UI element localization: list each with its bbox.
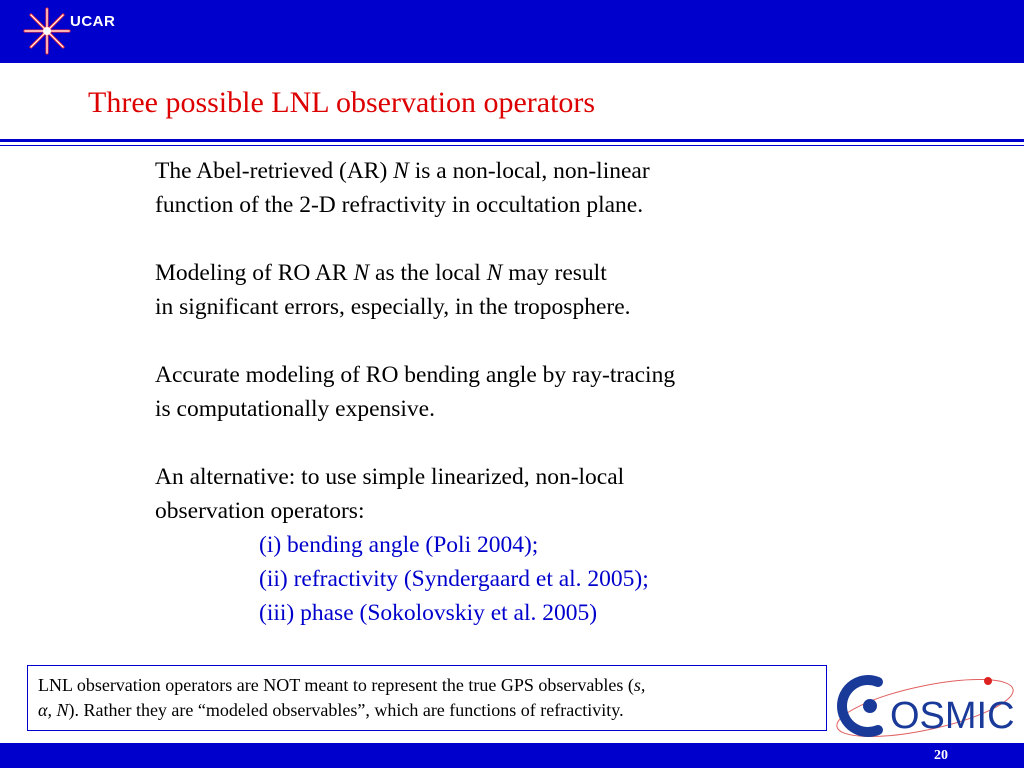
page-number: 20 xyxy=(934,748,948,763)
paragraph-line: Modeling of RO AR N as the local N may result xyxy=(155,260,607,286)
note-box xyxy=(27,665,827,731)
paragraph-line: is computationally expensive. xyxy=(155,396,435,422)
cosmic-logo-text: OSMIC xyxy=(890,695,1015,737)
paragraph-line: An alternative: to use simple linearized, non-local xyxy=(155,464,625,490)
paragraph-line: The Abel-retrieved (AR) N is a non-local, non-linear xyxy=(155,158,650,184)
ucar-star-icon xyxy=(22,6,72,56)
header-bar xyxy=(0,0,1024,63)
paragraph-line: observation operators: xyxy=(155,498,365,524)
title-divider-thin xyxy=(0,145,1024,146)
paragraph-line: Accurate modeling of RO bending angle by ray-tracing xyxy=(155,362,676,388)
slide-body xyxy=(155,154,835,630)
list-item: (i) bending angle (Poli 2004); xyxy=(259,532,539,558)
paragraph-ray-tracing xyxy=(155,358,835,426)
paragraph-line: in significant errors, especially, in the troposphere. xyxy=(155,294,631,320)
ucar-logo-text: UCAR xyxy=(70,13,116,30)
paragraph-abel xyxy=(155,154,835,222)
paragraph-line: function of the 2-D refractivity in occultation plane. xyxy=(155,192,644,218)
footer-bar xyxy=(0,743,1024,768)
paragraph-modeling xyxy=(155,256,835,324)
paragraph-alternative xyxy=(155,460,835,630)
slide-title: Three possible LNL observation operators xyxy=(88,86,596,119)
note-line: LNL observation operators are NOT meant to represent the true GPS observables (s, xyxy=(38,675,646,695)
cosmic-logo xyxy=(830,668,1020,740)
note-line: α, N). Rather they are “modeled observables”, which are functions of refractivity. xyxy=(38,700,624,720)
title-divider-thick xyxy=(0,139,1024,142)
list-item: (ii) refractivity (Syndergaard et al. 2005); xyxy=(259,566,649,592)
list-item: (iii) phase (Sokolovskiy et al. 2005) xyxy=(259,600,598,626)
